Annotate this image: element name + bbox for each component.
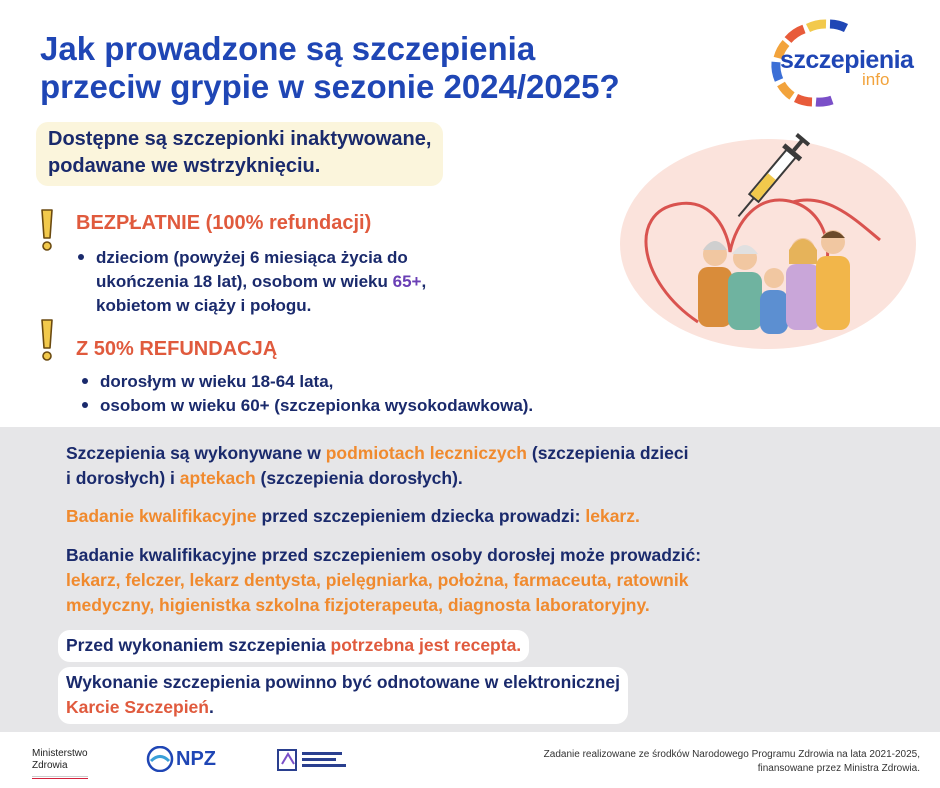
highlight-professions-1: lekarz, felczer, lekarz dentysta, pielęgniarka, położna, farmaceuta, ratownik xyxy=(66,570,689,590)
free-age-highlight: 65+ xyxy=(392,272,422,291)
free-heading: BEZPŁATNIE (100% refundacji) xyxy=(76,212,372,234)
info-paragraph-child-qualification: Badanie kwalifikacyjne przed szczepieniem dziecka prowadzi: lekarz. xyxy=(66,506,640,526)
ministry-flag-bar xyxy=(32,776,88,779)
highlight-karta-szczepien: Karcie Szczepień xyxy=(66,697,209,717)
free-line-1: dzieciom (powyżej 6 miesiąca życia do xyxy=(96,248,408,267)
page-title xyxy=(40,30,740,106)
intro-box xyxy=(36,122,443,186)
info-prescription-box: Przed wykonaniem szczepienia potrzebna jest recepta. xyxy=(58,630,529,662)
exclamation-icon xyxy=(40,318,54,362)
highlight-lekarz: lekarz. xyxy=(585,506,640,526)
bullet-dot xyxy=(82,378,88,384)
highlight-podmioty: podmiotach leczniczych xyxy=(325,443,527,463)
institute-logo xyxy=(276,746,366,774)
title-line-1: Jak prowadzone są szczepienia xyxy=(40,30,536,67)
half-list-item: osobom w wieku 60+ (szczepionka wysokodawkowa). xyxy=(82,394,533,418)
half-heading: Z 50% REFUNDACJĄ xyxy=(76,338,278,360)
half-list xyxy=(82,370,533,418)
free-line-2c: , xyxy=(421,272,427,291)
bullet-dot xyxy=(78,254,84,260)
highlight-recepta: potrzebna jest recepta. xyxy=(330,635,522,655)
highlight-professions-2: medyczny, higienistka szkolna fizjoterapeuta, diagnosta laboratoryjny. xyxy=(66,595,650,615)
highlight-badanie: Badanie kwalifikacyjne xyxy=(66,506,257,526)
free-list-item xyxy=(78,246,426,318)
intro-line-2: podawane we wstrzyknięciu. xyxy=(48,155,321,177)
npz-logo-icon xyxy=(146,746,174,772)
family-vaccination-illustration xyxy=(618,132,918,352)
intro-line-1: Dostępne są szczepionki inaktywowane, xyxy=(48,128,432,150)
npz-logo-text: NPZ xyxy=(176,748,216,770)
title-line-2: przeciw grypie w sezonie 2024/2025? xyxy=(40,68,620,105)
half-list-item: dorosłym w wieku 18-64 lata, xyxy=(82,370,533,394)
bullet-dot xyxy=(82,402,88,408)
highlight-apteki: aptekach xyxy=(179,468,256,488)
info-paragraph-locations: Szczepienia są wykonywane w podmiotach leczniczych (szczepienia dzieci i dorosłych) i aptekach (szczepienia dorosłych). xyxy=(66,443,689,488)
free-line-3: kobietom w ciąży i połogu. xyxy=(96,296,312,315)
logo-word-szczepienia: szczepienia xyxy=(780,46,914,74)
info-paragraph-adult-qualification: Badanie kwalifikacyjne przed szczepieniem osoby dorosłej może prowadzić: lekarz, felczer, lekarz dentysta, pielęgniarka, położna, farmaceuta, ratownik medyczny, higienistka szkolna fizjoterapeuta, diagnosta laboratoryjny. xyxy=(66,543,701,618)
exclamation-icon xyxy=(40,208,54,252)
funding-note: Zadanie realizowane ze środków Narodowego Programu Zdrowia na lata 2021-2025, finansowane przez Ministra Zdrowia. xyxy=(543,749,920,774)
info-record-box: Wykonanie szczepienia powinno być odnotowane w elektronicznej Karcie Szczepień. xyxy=(58,667,628,724)
free-line-2a: ukończenia 18 lat), osobom w wieku xyxy=(96,272,393,291)
ministry-logo: Ministerstwo Zdrowia xyxy=(32,748,88,771)
logo-word-info: info xyxy=(862,70,890,89)
